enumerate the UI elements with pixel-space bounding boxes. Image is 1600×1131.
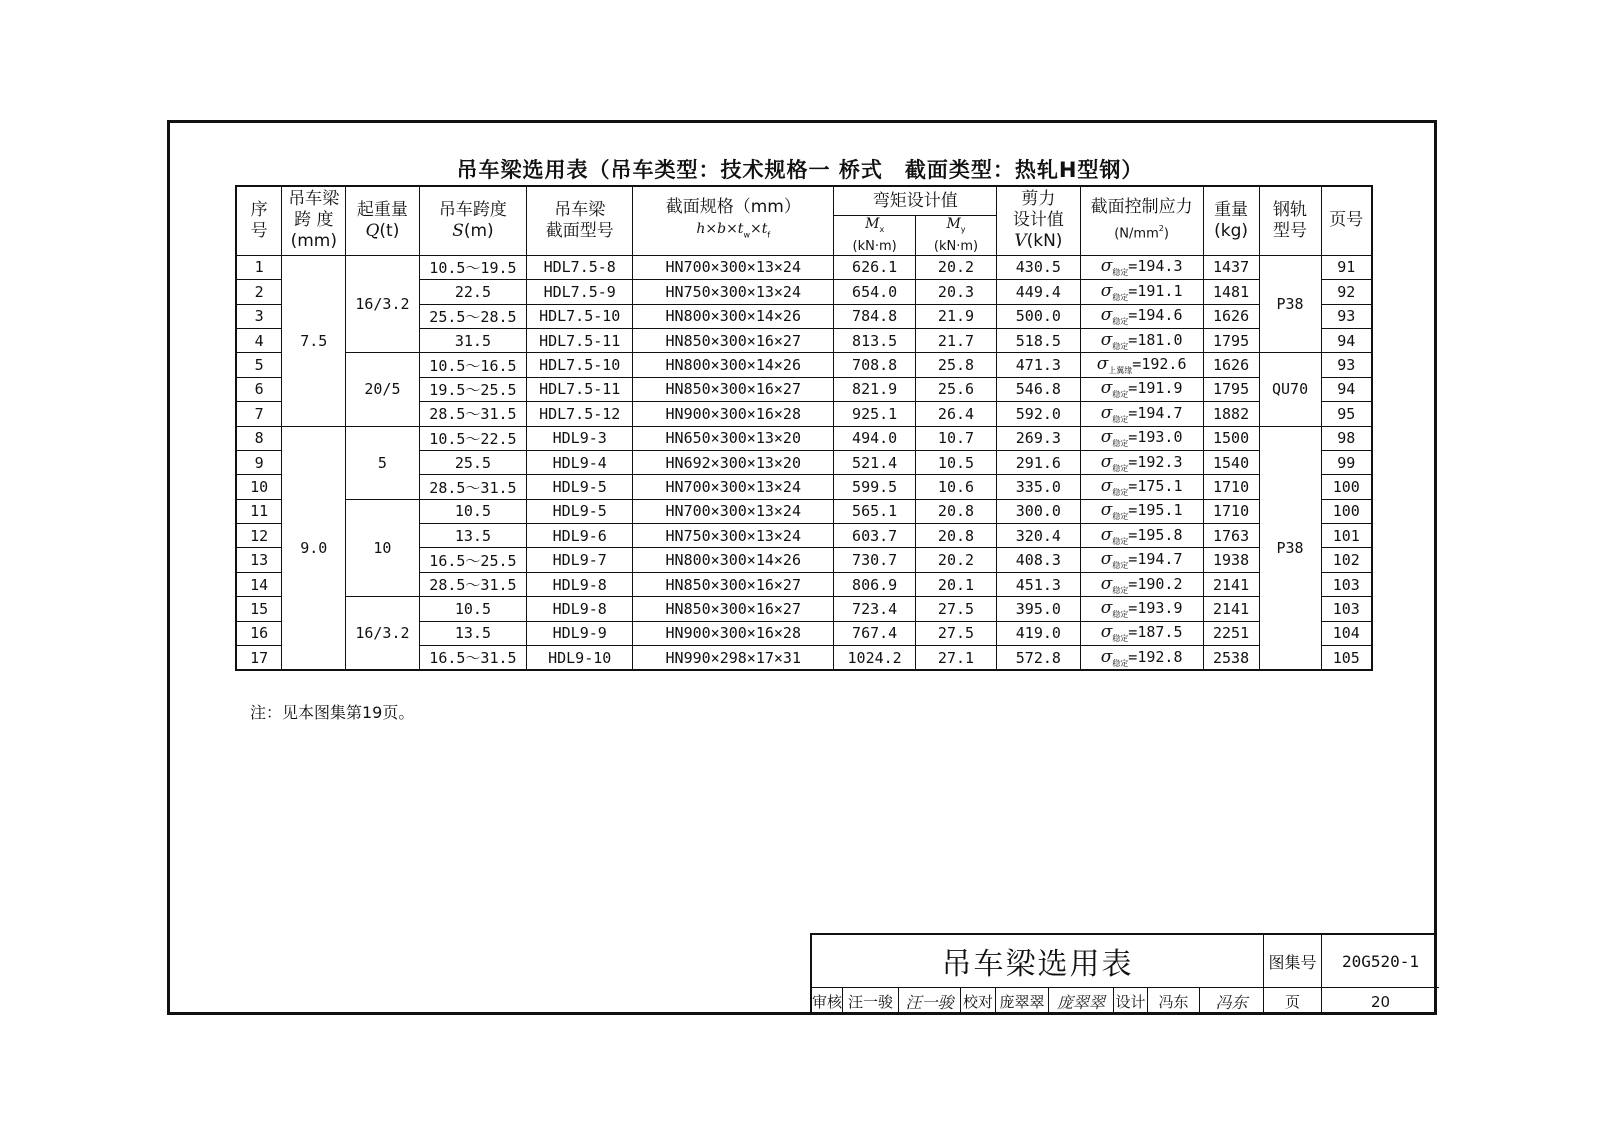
stress-subscript: 稳定 [1112,292,1129,302]
sigma-symbol: σ [1100,573,1113,594]
stress-value: =193.9 [1128,598,1183,617]
stress-cell [1080,621,1203,645]
row-number: 6 [236,377,282,401]
section-type-cell: HDL9-5 [527,475,633,499]
mx-cell: 521.4 [834,450,915,474]
table-row [236,353,1372,377]
stress-value: =194.7 [1128,403,1183,422]
weight-cell: 1500 [1203,426,1259,450]
sigma-symbol: σ [1096,354,1109,375]
stress-cell [1080,304,1203,328]
crane-span-cell: 10.5～19.5 [419,255,527,279]
crane-span-cell: 16.5～25.5 [419,548,527,572]
crane-span-cell: 19.5～25.5 [419,377,527,401]
page-number: 20 [1370,992,1391,1011]
row-number: 14 [236,572,282,596]
mx-cell: 599.5 [834,475,915,499]
section-type-cell: HDL7.5-10 [527,353,633,377]
stress-cell [1080,426,1203,450]
mx-cell: 654.0 [834,280,915,304]
mx-cell: 494.0 [834,426,915,450]
page-cell: 98 [1321,426,1372,450]
header-section-type: 吊车梁 截面型号 [527,186,633,255]
header-moment: 弯矩设计值 [834,186,997,216]
section-spec-cell: HN900×300×16×28 [633,402,834,426]
mx-cell: 603.7 [834,524,915,548]
sigma-symbol: σ [1100,305,1113,326]
stress-cell [1080,524,1203,548]
section-spec-cell: HN750×300×13×24 [633,524,834,548]
stress-cell [1080,572,1203,596]
table-row [236,499,1372,523]
crane-span-cell: 13.5 [419,524,527,548]
stress-subscript: 稳定 [1112,414,1129,424]
crane-span-cell: 28.5～31.5 [419,402,527,426]
rail-cell: P38 [1259,426,1321,670]
check-label: 校对 [961,988,996,1015]
row-number: 11 [236,499,282,523]
header-mx: $M_x$ (kN·m) [834,216,915,256]
page-cell: 94 [1321,377,1372,401]
stress-value: =191.1 [1128,281,1183,300]
mx-cell: 1024.2 [834,646,915,671]
row-number: 10 [236,475,282,499]
row-number: 16 [236,621,282,645]
title-block-signatures [812,988,1439,1017]
stress-cell [1080,328,1203,352]
shear-cell: 449.4 [997,280,1080,304]
my-cell: 20.2 [915,548,996,572]
my-cell: 26.4 [915,402,996,426]
my-cell: 27.5 [915,597,996,621]
beam-span-cell: 9.0 [282,426,346,670]
stress-cell [1080,450,1203,474]
stress-cell [1080,377,1203,401]
stress-value: =194.6 [1128,306,1183,325]
sigma-symbol: σ [1100,524,1113,545]
title-block-name: 吊车梁选用表 [812,935,1264,988]
my-cell: 21.9 [915,304,996,328]
stress-value: =194.3 [1128,257,1183,276]
weight-cell: 1710 [1203,499,1259,523]
my-cell: 10.6 [915,475,996,499]
atlas-label: 图集号 [1264,935,1322,988]
section-spec-cell: HN700×300×13×24 [633,499,834,523]
section-spec-cell: HN800×300×14×26 [633,304,834,328]
row-number: 13 [236,548,282,572]
shear-cell: 269.3 [997,426,1080,450]
beam-span-cell: 7.5 [282,255,346,426]
table-row [236,597,1372,621]
section-type-cell: HDL9-8 [527,597,633,621]
header-section-spec: 截面规格（mm） $h\times b\times t_w\times t_f$ [633,186,834,255]
row-number: 2 [236,280,282,304]
mx-cell: 784.8 [834,304,915,328]
stress-subscript: 稳定 [1112,317,1129,327]
stress-subscript: 稳定 [1112,512,1129,522]
page-cell: 103 [1321,572,1372,596]
mx-cell: 626.1 [834,255,915,279]
my-cell: 20.8 [915,499,996,523]
header-beam-span: 吊车梁 跨 度 (mm) [282,186,346,255]
row-number: 3 [236,304,282,328]
mx-cell: 925.1 [834,402,915,426]
atlas-number: 20G520-1 [1322,935,1439,988]
shear-cell: 408.3 [997,548,1080,572]
page-cell: 94 [1321,328,1372,352]
page-cell: 100 [1321,475,1372,499]
crane-span-cell: 10.5 [419,499,527,523]
page-cell: 102 [1321,548,1372,572]
my-cell: 20.3 [915,280,996,304]
row-number: 4 [236,328,282,352]
weight-cell: 2141 [1203,572,1259,596]
reviewer-name: 汪一骏 [843,988,899,1015]
crane-span-cell: 25.5～28.5 [419,304,527,328]
stress-value: =190.2 [1128,574,1183,593]
sigma-symbol: σ [1100,500,1113,521]
table-row [236,255,1372,279]
crane-span-cell: 10.5 [419,597,527,621]
weight-cell: 1540 [1203,450,1259,474]
section-type-cell: HDL9-8 [527,572,633,596]
my-cell: 20.1 [915,572,996,596]
section-type-cell: HDL9-10 [527,646,633,671]
crane-span-cell: 31.5 [419,328,527,352]
crane-span-cell: 25.5 [419,450,527,474]
stress-cell [1080,597,1203,621]
stress-cell [1080,353,1203,377]
sigma-symbol: σ [1100,622,1113,643]
stress-value: =192.3 [1128,452,1183,471]
section-type-cell: HDL9-7 [527,548,633,572]
header-shear: 剪力 设计值 V(kN) [997,186,1080,255]
stress-subscript: 稳定 [1112,561,1129,571]
stress-subscript: 稳定 [1112,536,1129,546]
crane-span-cell: 10.5～22.5 [419,426,527,450]
shear-cell: 395.0 [997,597,1080,621]
rail-cell: P38 [1259,255,1321,353]
section-spec-cell: HN900×300×16×28 [633,621,834,645]
section-type-cell: HDL7.5-12 [527,402,633,426]
rail-cell: QU70 [1259,353,1321,426]
shear-cell: 546.8 [997,377,1080,401]
crane-span-cell: 10.5～16.5 [419,353,527,377]
section-type-cell: HDL7.5-8 [527,255,633,279]
my-cell: 10.5 [915,450,996,474]
sigma-symbol: σ [1100,329,1113,350]
stress-value: =195.1 [1128,501,1183,520]
section-type-cell: HDL9-5 [527,499,633,523]
header-my: $M_y$ (kN·m) [915,216,996,256]
table-title: 吊车梁选用表（吊车类型：技术规格一 桥式 截面类型：热轧H型钢） [456,158,1144,182]
review-label: 审核 [812,988,843,1015]
page-label: 页 [1264,988,1322,1015]
sigma-symbol: σ [1100,476,1113,496]
shear-cell: 451.3 [997,572,1080,596]
weight-cell: 1763 [1203,524,1259,548]
row-number: 17 [236,646,282,671]
my-cell: 25.6 [915,377,996,401]
shear-cell: 291.6 [997,450,1080,474]
header-weight: 重量 (kg) [1203,186,1259,255]
table-body [236,255,1372,670]
section-spec-cell: HN850×300×16×27 [633,597,834,621]
stress-subscript: 稳定 [1112,658,1129,668]
table-row [236,426,1372,450]
row-number: 9 [236,450,282,474]
weight-cell: 2538 [1203,646,1259,671]
page-cell: 93 [1321,353,1372,377]
footnote: 注：见本图集第19页。 [250,703,415,722]
header-rail: 钢轨 型号 [1259,186,1321,255]
row-number: 15 [236,597,282,621]
crane-span-cell: 28.5～31.5 [419,572,527,596]
stress-cell [1080,646,1203,671]
page-cell: 99 [1321,450,1372,474]
sigma-symbol: σ [1100,451,1113,472]
mx-cell: 821.9 [834,377,915,401]
sigma-symbol: σ [1100,256,1113,277]
my-cell: 27.5 [915,621,996,645]
weight-cell: 1626 [1203,353,1259,377]
title-block [810,933,1437,1015]
capacity-cell: 16/3.2 [346,255,419,353]
crane-span-cell: 16.5～31.5 [419,646,527,671]
selection-table [235,185,1373,671]
sigma-symbol: σ [1100,646,1113,667]
weight-cell: 1938 [1203,548,1259,572]
shear-cell: 572.8 [997,646,1080,671]
sigma-symbol: σ [1100,597,1113,618]
stress-subscript: 稳定 [1112,609,1129,619]
shear-cell: 320.4 [997,524,1080,548]
stress-subscript: 稳定 [1112,439,1129,449]
stress-cell [1080,475,1203,499]
page-cell: 104 [1321,621,1372,645]
stress-subscript: 稳定 [1112,488,1129,497]
my-cell: 20.8 [915,524,996,548]
shear-cell: 300.0 [997,499,1080,523]
mx-cell: 730.7 [834,548,915,572]
section-type-cell: HDL9-6 [527,524,633,548]
row-number: 12 [236,524,282,548]
section-spec-cell: HN850×300×16×27 [633,572,834,596]
stress-cell [1080,402,1203,426]
shear-cell: 500.0 [997,304,1080,328]
stress-subscript: 稳定 [1112,463,1129,473]
row-number: 8 [236,426,282,450]
page-cell: 91 [1321,255,1372,279]
page-cell: 101 [1321,524,1372,548]
stress-subscript: 上翼缘 [1108,366,1133,376]
mx-cell: 723.4 [834,597,915,621]
stress-cell [1080,255,1203,279]
stress-cell [1080,548,1203,572]
mx-cell: 813.5 [834,328,915,352]
shear-cell: 430.5 [997,255,1080,279]
section-spec-cell: HN800×300×14×26 [633,353,834,377]
shear-cell: 335.0 [997,475,1080,499]
header-crane-span: 吊车跨度 S(m) [419,186,527,255]
shear-cell: 518.5 [997,328,1080,352]
stress-cell [1080,280,1203,304]
weight-cell: 1626 [1203,304,1259,328]
sigma-symbol: σ [1100,427,1113,448]
section-spec-cell: HN650×300×13×20 [633,426,834,450]
section-type-cell: HDL9-4 [527,450,633,474]
page-cell: 103 [1321,597,1372,621]
shear-cell: 419.0 [997,621,1080,645]
page-cell: 105 [1321,646,1372,671]
weight-cell: 1437 [1203,255,1259,279]
weight-cell: 1882 [1203,402,1259,426]
checker-name: 庞翠翠 [996,988,1049,1015]
section-spec-cell: HN692×300×13×20 [633,450,834,474]
sigma-symbol: σ [1100,280,1113,301]
designer-signature: 冯东 [1200,988,1264,1015]
stress-value: =194.7 [1128,550,1183,569]
page-cell: 92 [1321,280,1372,304]
section-spec-cell: HN990×298×17×31 [633,646,834,671]
designer-name: 冯东 [1148,988,1200,1015]
stress-cell [1080,499,1203,523]
header-seq: 序 号 [236,186,282,255]
weight-cell: 1795 [1203,377,1259,401]
header-capacity: 起重量 Q(t) [346,186,419,255]
page-cell: 100 [1321,499,1372,523]
stress-value: =192.8 [1128,647,1183,666]
section-spec-cell: HN700×300×13×24 [633,475,834,499]
stress-subscript: 稳定 [1112,341,1129,351]
weight-cell: 2141 [1203,597,1259,621]
weight-cell: 1795 [1203,328,1259,352]
my-cell: 10.7 [915,426,996,450]
shear-cell: 471.3 [997,353,1080,377]
row-number: 5 [236,353,282,377]
my-cell: 21.7 [915,328,996,352]
crane-span-cell: 28.5～31.5 [419,475,527,499]
section-type-cell: HDL7.5-11 [527,328,633,352]
stress-subscript: 稳定 [1112,268,1129,278]
page-cell: 93 [1321,304,1372,328]
stress-value: =181.0 [1128,330,1183,349]
capacity-cell: 16/3.2 [346,597,419,671]
section-type-cell: HDL7.5-10 [527,304,633,328]
section-spec-cell: HN850×300×16×27 [633,377,834,401]
header-page: 页号 [1321,186,1372,255]
checker-signature: 庞翠翠 [1049,988,1114,1015]
section-spec-cell: HN850×300×16×27 [633,328,834,352]
row-number: 7 [236,402,282,426]
weight-cell: 2251 [1203,621,1259,645]
stress-subscript: 稳定 [1112,390,1129,400]
crane-span-cell: 22.5 [419,280,527,304]
header-stress: 截面控制应力 $(N/mm^2)$ [1080,186,1203,255]
mx-cell: 806.9 [834,572,915,596]
my-cell: 27.1 [915,646,996,671]
crane-span-cell: 13.5 [419,621,527,645]
weight-cell: 1710 [1203,475,1259,499]
reviewer-signature: 汪一骏 [899,988,961,1015]
stress-subscript: 稳定 [1112,634,1129,644]
page-cell: 95 [1321,402,1372,426]
section-spec-cell: HN800×300×14×26 [633,548,834,572]
section-type-cell: HDL7.5-9 [527,280,633,304]
capacity-cell: 20/5 [346,353,419,426]
mx-cell: 565.1 [834,499,915,523]
stress-value: =187.5 [1128,623,1183,642]
section-type-cell: HDL7.5-11 [527,377,633,401]
section-type-cell: HDL9-3 [527,426,633,450]
shear-cell: 592.0 [997,402,1080,426]
stress-value: =191.9 [1128,379,1183,398]
capacity-cell: 5 [346,426,419,499]
sigma-symbol: σ [1100,378,1113,399]
section-spec-cell: HN750×300×13×24 [633,280,834,304]
stress-value: =192.6 [1132,355,1187,374]
stress-value: =175.1 [1128,477,1183,495]
design-label: 设计 [1114,988,1148,1015]
stress-subscript: 稳定 [1112,585,1129,595]
weight-cell: 1481 [1203,280,1259,304]
mx-cell: 767.4 [834,621,915,645]
my-cell: 25.8 [915,353,996,377]
row-number: 1 [236,255,282,279]
sigma-symbol: σ [1100,402,1113,423]
section-spec-cell: HN700×300×13×24 [633,255,834,279]
stress-value: =195.8 [1128,525,1183,544]
section-type-cell: HDL9-9 [527,621,633,645]
capacity-cell: 10 [346,499,419,597]
sigma-symbol: σ [1100,549,1113,570]
my-cell: 20.2 [915,255,996,279]
mx-cell: 708.8 [834,353,915,377]
stress-value: =193.0 [1128,428,1183,447]
